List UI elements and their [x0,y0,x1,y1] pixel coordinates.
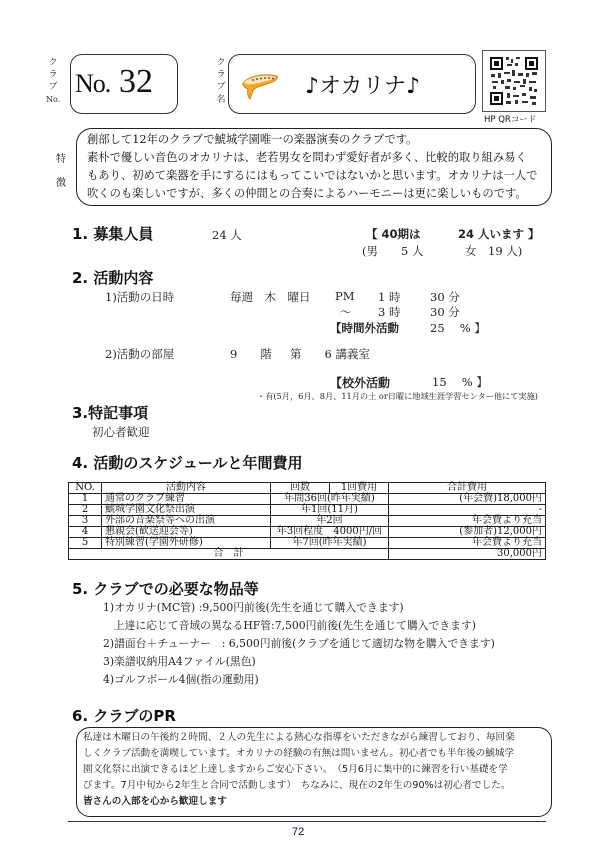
room-label: 2)活動の部屋 [105,347,175,361]
section1-title: 1. 募集人員 [72,225,154,243]
cell-no: 1 [69,494,102,505]
term-count: 24 人います 】 [458,227,540,241]
section2-title: 2. 活動内容 [72,269,154,287]
cell-total: (年会費)18,000円 [389,494,546,505]
qr-code[interactable] [482,50,546,112]
features-line: 創部して12年のクラブで鯱城学園唯一の楽器演奏のクラブです。 [87,133,418,146]
overtime-label: 【時間外活動 [330,321,399,335]
cell-activity: 外部の音楽祭等への出演 [102,516,271,527]
item: 上達に応じて音域の異なるHF管:7,500円前後(先生を通じて購入できます) [103,619,476,632]
header-count: 回数 [271,483,330,494]
cell-total: - [389,505,546,516]
table-row [69,538,546,549]
tilde: ～ [340,305,352,319]
header-total-cost: 合計費用 [389,483,546,494]
end-minute: 30 分 [430,305,460,319]
schedule-table [68,482,546,560]
label-char: ラ [48,70,58,80]
features-label-char: 特 [56,154,66,165]
label-char: No. [46,95,61,104]
cell-count: 年1回(11月) [271,505,389,516]
pr-line: 園文化祭に出演できるほど上達しますからご安心下さい。 （5月6月に集中的に練習を行い基礎を学 [83,764,508,775]
item: 1)オカリナ(MC管) :9,500円前後(先生を通じて購入できます) [103,601,404,614]
section4-title: 4. 活動のスケジュールと年間費用 [72,454,303,472]
club-no-prefix: No. [75,69,111,98]
features-line: もあり、初めて楽器を手にするにはもってこいではないかと思います。オカリナは一人で [87,169,538,182]
header-no: NO. [69,483,102,494]
section6-title: 6. クラブのPR [72,707,176,725]
label-char: ブ [48,82,58,92]
label-char: 名 [216,95,226,105]
page-number: 72 [292,826,305,838]
female-count: 女 19 人) [465,244,523,258]
sum-label: 合 計 [69,549,389,560]
overtime-value: 25 % 】 [430,321,486,335]
cell-activity: 特別練習(学園外研修) [102,538,271,549]
section5-title: 5. クラブでの必要な物品等 [72,580,259,598]
cell-no: 2 [69,505,102,516]
special-note: 初心者歓迎 [92,425,150,439]
start-minute: 30 分 [430,290,460,304]
cell-no: 3 [69,516,102,527]
cell-no: 5 [69,538,102,549]
cell-activity: 鯱城学園文化祭出演 [102,505,271,516]
start-hour: 1 時 [378,290,401,304]
cell-total: 年会費より充当 [389,516,546,527]
offcampus-value: 15 % 】 [432,375,488,389]
cell-total: (参加者)12,000円 [389,527,546,538]
table-header-row [69,483,546,494]
table-row [69,494,546,505]
features-line: 吹くのも楽しいですが、多くの仲間との合奏によるハーモニーは更に楽しいものです。 [87,187,527,200]
label-char: ブ [216,82,226,92]
item: 2)譜面台＋チューナー : 6,500円前後(クラブを通じて適切な物を購入できます) [103,637,495,650]
features-line: 素朴で優しい音色のオカリナは、老若男女を問わず愛好者が多く、比較的取り組み易く [87,151,527,164]
header-unit-cost: 1回費用 [330,483,389,494]
sum-value: 30,000円 [389,549,546,560]
cell-count: 年間36回(昨年実績) [271,494,389,505]
pr-line: しくクラブ活動を満喫しています。オカリナの経験の有無は問いません。初心者でも半年後の鯱城学 [83,748,515,759]
cell-activity: 懇親会(歓送迎会等) [102,527,271,538]
pr-line: 私達は木曜日の午後約２時間、２人の先生による熱心な指導をいただきながら練習しており、毎回楽 [83,732,515,743]
offcampus-label: 【校外活動 [330,376,391,390]
header-activity: 活動内容 [102,483,271,494]
qr-code-icon [483,51,545,111]
qr-caption: HP QRコード [484,115,537,125]
term-label: 【 40期は [366,227,421,241]
footer-divider [68,821,546,822]
label-char: ラ [216,70,226,80]
table-sum-row [69,549,546,560]
cell-activity: 通常のクラブ練習 [102,494,271,505]
pr-box [76,727,552,817]
cell-total: 年会費より充当 [389,538,546,549]
datetime-label: 1)活動の日時 [105,290,175,304]
male-count: (男 5 人 [362,244,424,258]
floor-value: 9 階 [230,347,272,361]
table-row [69,516,546,527]
label-char: ク [48,58,58,68]
item: 3)楽譜収納用A4ファイル(黒色) [103,655,256,668]
cell-count: 年2回 [271,516,389,527]
club-name-box [228,54,476,114]
label-char: ク [216,58,226,68]
pm-label: PM [335,289,355,303]
features-box [76,128,552,206]
table-row [69,505,546,516]
features-label-char: 徴 [56,178,66,189]
section3-title: 3.特記事項 [72,404,149,422]
table-row [69,527,546,538]
club-name: ♪オカリナ♪ [305,74,420,99]
offcampus-note: ・有(5月，6月、8月、11月の土 or日曜に地域生涯学習センター他にて実施) [257,391,538,401]
recruit-count: 24 人 [212,228,242,242]
cell-count: 年7回(昨年実績) [271,538,389,549]
cell-count: 年3回程度 4000円/回 [271,527,389,538]
club-no-box [70,54,178,114]
room-value: 第 6 講義室 [290,347,370,361]
end-hour: 3 時 [378,305,401,319]
item: 4)ゴルフボール4個(指の運動用) [103,673,259,686]
cell-no: 4 [69,527,102,538]
pr-line: びます。7月中旬から2年生と合同で活動します） ちなみに、現在の2年生の90%は初心者でした。 [83,780,511,791]
ocarina-icon [239,69,281,103]
weekly-day: 毎週 木 曜日 [230,290,311,304]
pr-closing: 皆さんの入部を心から歓迎します [83,796,227,807]
club-no-value: 32 [119,63,153,100]
